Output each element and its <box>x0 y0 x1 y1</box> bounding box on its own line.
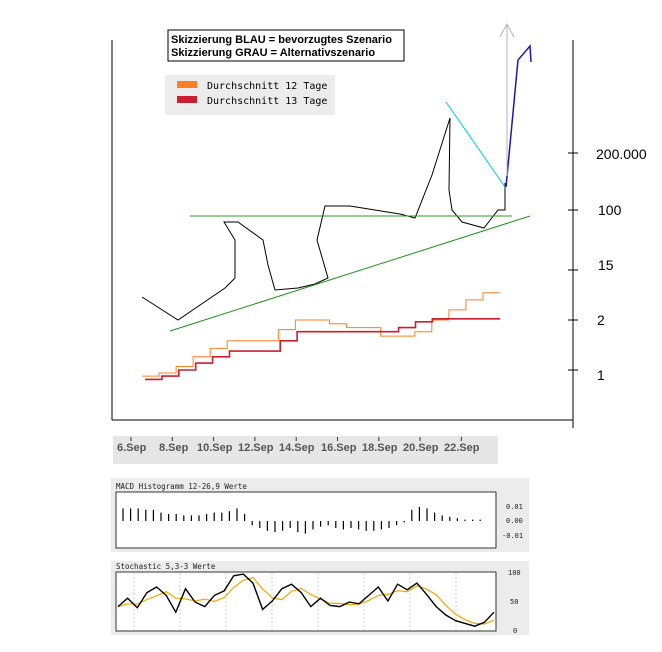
stochastic-plot-area <box>116 572 496 631</box>
y-tick-label: 100 <box>598 202 622 218</box>
y-tick-label: 2 <box>597 312 605 328</box>
rising-trend-line <box>170 216 530 331</box>
legend-label-13: Durchschnitt 13 Tage <box>207 96 328 107</box>
macd-y-tick-label: 0.00 <box>506 517 523 525</box>
x-tick-label: 10.Sep <box>197 442 233 454</box>
annotation-line-1: Skizzierung BLAU = bevorzugtes Szenario <box>171 34 392 46</box>
x-tick-label: 14.Sep <box>279 442 315 454</box>
annotation-line-2: Skizzierung GRAU = Alternativszenario <box>171 47 376 59</box>
legend-swatch-12 <box>177 81 197 88</box>
blue-scenario-line <box>506 46 531 187</box>
price-sketch-line <box>142 118 505 320</box>
x-tick-label: 16.Sep <box>321 442 357 454</box>
x-tick-label: 12.Sep <box>238 442 274 454</box>
macd-panel <box>111 478 529 552</box>
stochastic-panel <box>111 561 529 635</box>
y-tick-label: 200.000 <box>596 146 647 162</box>
legend-swatch-13 <box>177 96 197 103</box>
stochastic-title: Stochastic 5,3-3 Werte <box>116 562 216 571</box>
x-tick-label: 18.Sep <box>362 442 398 454</box>
legend-label-12: Durchschnitt 12 Tage <box>207 81 328 92</box>
macd-plot-area <box>116 492 496 548</box>
y-tick-label: 15 <box>598 257 614 273</box>
macd-title: MACD Histogramm 12-26,9 Werte <box>116 482 247 491</box>
stochastic-y-tick-label: 50 <box>510 598 519 606</box>
macd-y-tick-label: -0.01 <box>502 532 524 540</box>
x-tick-label: 20.Sep <box>403 442 439 454</box>
x-tick-label: 8.Sep <box>159 442 189 454</box>
x-tick-label: 6.Sep <box>117 442 147 454</box>
macd-y-tick-label: 0.01 <box>506 503 523 511</box>
stochastic-y-tick-label: 100 <box>508 569 521 577</box>
main-chart <box>112 24 647 428</box>
x-tick-label: 22.Sep <box>444 442 480 454</box>
series-line-durchschnitt-13 <box>145 319 500 380</box>
stochastic-y-tick-label: 0 <box>513 627 518 635</box>
y-tick-label: 1 <box>597 367 605 383</box>
falling-cyan-line <box>446 102 505 187</box>
date-axis-strip <box>113 436 498 464</box>
